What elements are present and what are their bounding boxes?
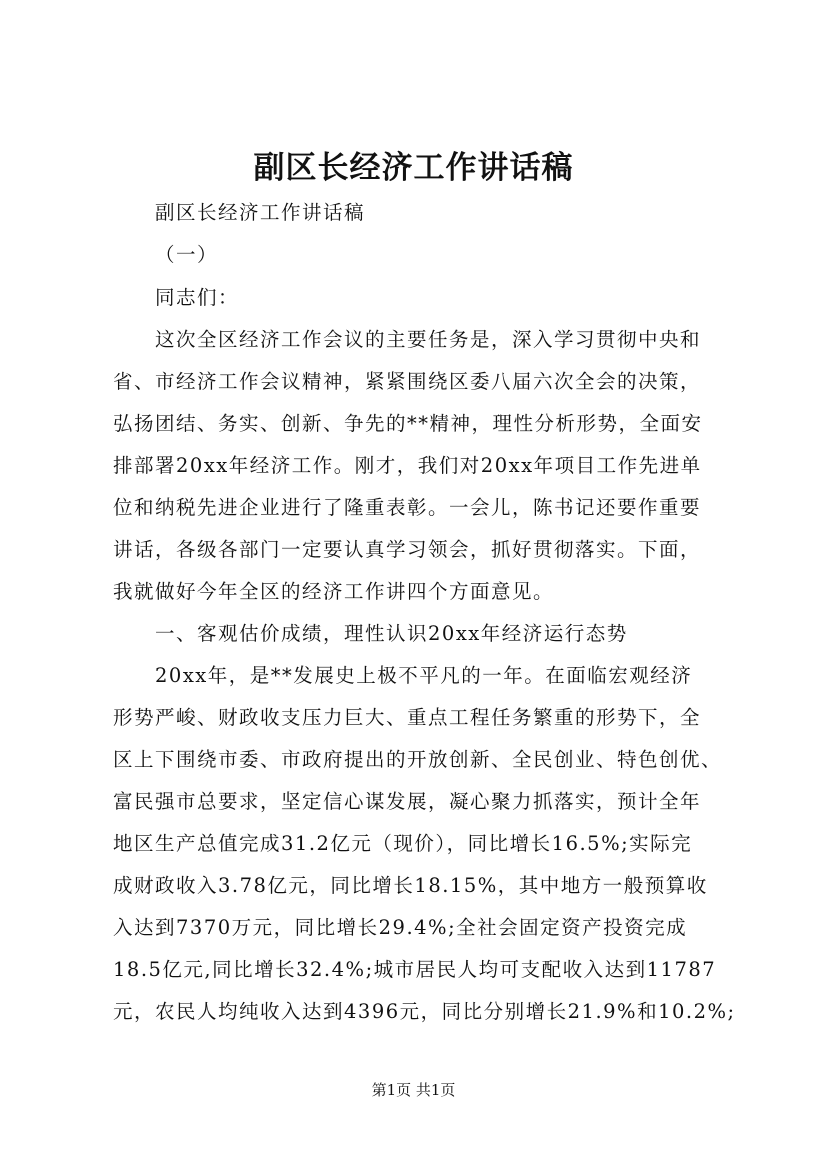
paragraph-line: 元，农民人均纯收入达到4396元，同比分别增长21.9%和10.2%; (113, 1000, 736, 1023)
paragraph-line: 讲话，各级各部门一定要认真学习领会，抓好贯彻落实。下面， (113, 538, 702, 561)
paragraph-line: 弘扬团结、务实、创新、争先的**精神，理性分析形势，全面安 (113, 412, 703, 435)
section-number-line: （一） (155, 243, 219, 266)
salutation-line: 同志们： (155, 286, 240, 309)
section-heading-line: 一、客观估价成绩，理性认识20xx年经济运行态势 (155, 622, 628, 645)
paragraph-line: 排部署20xx年经济工作。刚才，我们对20xx年项目工作先进单 (113, 454, 702, 477)
paragraph-line: 地区生产总值完成31.2亿元（现价），同比增长16.5%;实际完 (113, 832, 693, 855)
paragraph-line: 18.5亿元,同比增长32.4%;城市居民人均可支配收入达到11787 (113, 958, 717, 981)
paragraph-line: 我就做好今年全区的经济工作讲四个方面意见。 (113, 580, 555, 603)
subtitle-line: 副区长经济工作讲话稿 (155, 201, 366, 224)
paragraph-line: 省、市经济工作会议精神，紧紧围绕区委八届六次全会的决策， (113, 370, 702, 393)
paragraph-line: 成财政收入3.78亿元，同比增长18.15%，其中地方一般预算收 (113, 874, 708, 897)
paragraph-line: 形势严峻、财政收支压力巨大、重点工程任务繁重的形势下，全 (113, 706, 702, 729)
paragraph-line: 入达到7370万元，同比增长29.4%;全社会固定资产投资完成 (113, 916, 688, 939)
document-title: 副区长经济工作讲话稿 (253, 150, 574, 186)
paragraph-line: 区上下围绕市委、市政府提出的开放创新、全民创业、特色创优、 (113, 748, 723, 771)
paragraph-line: 位和纳税先进企业进行了隆重表彰。一会儿，陈书记还要作重要 (113, 496, 702, 519)
paragraph-line: 20xx年，是**发展史上极不平凡的一年。在面临宏观经济 (155, 664, 693, 687)
paragraph-line: 富民强市总要求，坚定信心谋发展，凝心聚力抓落实，预计全年 (113, 790, 702, 813)
paragraph-line: 这次全区经济工作会议的主要任务是，深入学习贯彻中央和 (155, 328, 702, 351)
page-footer: 第1页 共1页 (371, 1081, 456, 1099)
